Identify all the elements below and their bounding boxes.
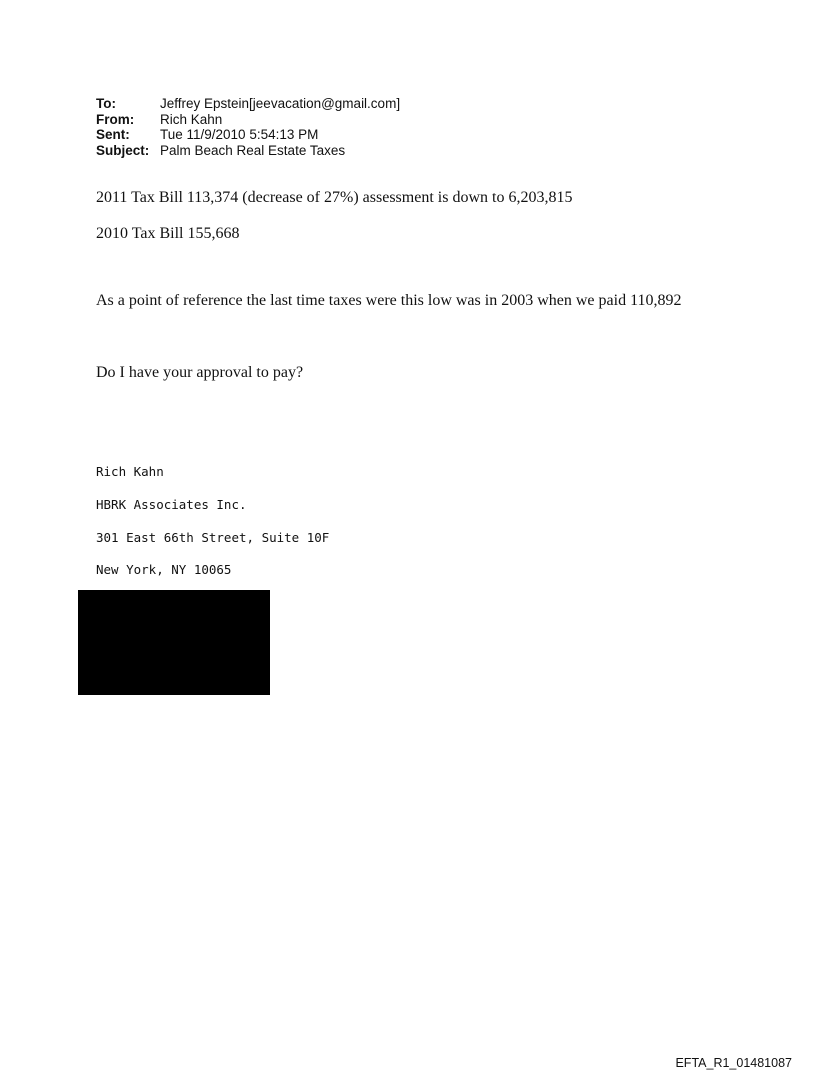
to-label: To: [96, 96, 116, 111]
signature-name: Rich Kahn [96, 464, 164, 479]
to-row [96, 96, 400, 112]
signature-company: HBRK Associates Inc. [96, 497, 247, 512]
signature-address-line2: New York, NY 10065 [96, 562, 232, 577]
subject-row [96, 143, 400, 159]
body-paragraph-tax-2011: 2011 Tax Bill 113,374 (decrease of 27%) assessment is down to 6,203,815 [96, 189, 573, 206]
document-id: EFTA_R1_01481087 [675, 1056, 792, 1070]
to-value: Jeffrey Epstein[jeevacation@gmail.com] [160, 96, 401, 111]
sent-value: Tue 11/9/2010 5:54:13 PM [160, 127, 319, 142]
from-label: From: [96, 111, 135, 127]
from-row [96, 112, 400, 128]
email-header [96, 96, 400, 158]
signature-address-line1: 301 East 66th Street, Suite 10F [96, 530, 330, 545]
subject-label: Subject: [96, 142, 150, 158]
sent-row [96, 127, 400, 143]
redaction-block [78, 590, 270, 695]
body-paragraph-tax-2010: 2010 Tax Bill 155,668 [96, 225, 240, 242]
from-value: Rich Kahn [160, 111, 223, 127]
sent-label: Sent: [96, 127, 130, 142]
body-paragraph-reference: As a point of reference the last time taxes were this low was in 2003 when we paid 110,892 [96, 292, 682, 309]
body-paragraph-question: Do I have your approval to pay? [96, 364, 304, 381]
subject-value: Palm Beach Real Estate Taxes [160, 142, 346, 158]
